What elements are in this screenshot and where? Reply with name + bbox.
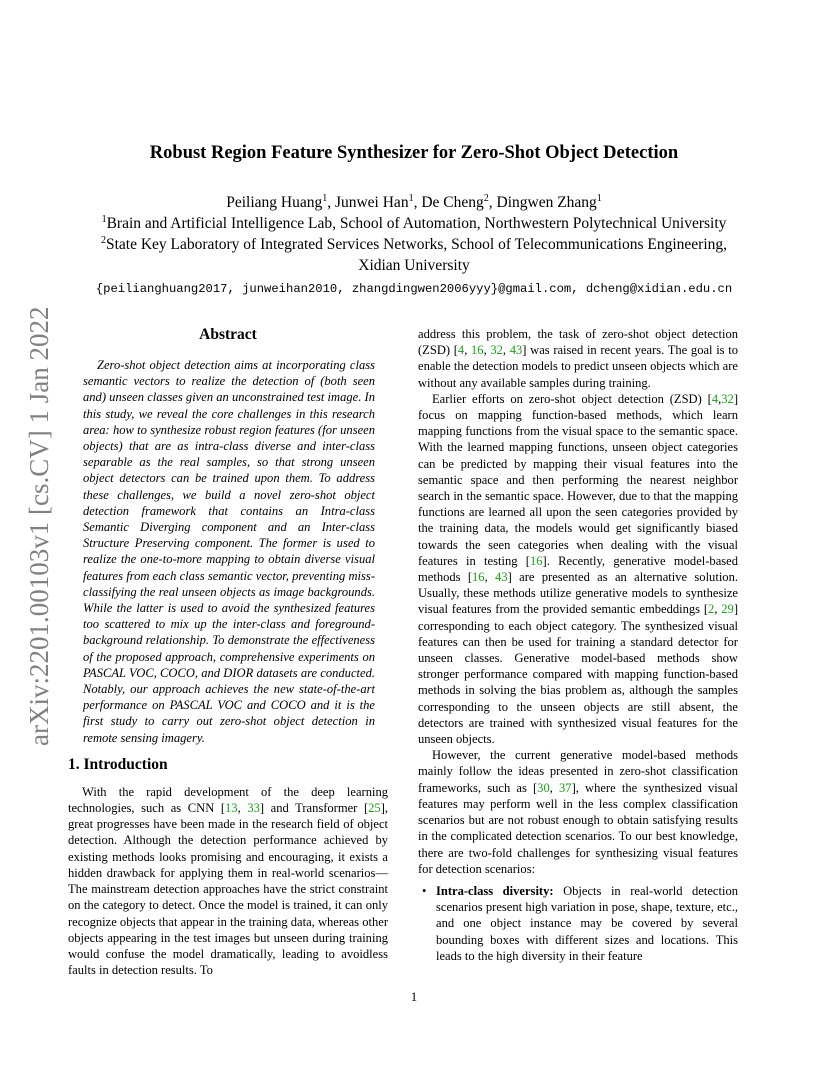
- citation-link[interactable]: 37: [559, 780, 572, 795]
- text-run: address this problem, the task of zero-shot object detection (ZSD) [: [418, 327, 738, 358]
- text-run: ,: [714, 602, 722, 617]
- text-run: ,: [484, 570, 496, 585]
- text-run: ] focus on mapping function-based methods, which learn mapping functions from the visual space to the semantic space. With the learned mapping functions, unseen object categories can be predicted by mapping their visual features into the semantic space and then performing the nearest neighbor search in the semantic space. However, due to that the mapping functions are learned all upon the seen categories provided by the training data, the models would get significantly biased towards the seen categories when dealing with the visual features in testing [: [418, 391, 738, 568]
- arxiv-stamp: arXiv:2201.00103v1 [cs.CV] 1 Jan 2022: [24, 306, 54, 746]
- citation-link[interactable]: 30: [537, 780, 550, 795]
- citation-link[interactable]: 43: [509, 343, 523, 358]
- text-run: ,: [464, 343, 472, 358]
- affiliation-text: State Key Laboratory of Integrated Services Networks, School of Telecommunications Engineering,: [105, 236, 728, 253]
- author-emails: {peilianghuang2017, junweihan2010, zhangdingwen2006yyy}@gmail.com, dcheng@xidian.edu.cn: [95, 282, 733, 296]
- text-run: ], great progresses have been made in the research field of object detection. Although the detection performance achieved by existing methods looks promising and encouraging, it exists a hidden drawback for applying them in real-world scenarios—The mainstream detection approaches have the strict constraint on the category to detect. Once the model is trained, it can only recognize objects that appear in the training data, whereas other objects appearing in the test images but unseen during training would confuse the model dramatically, leading to avoidless faults in detection results. To: [68, 801, 389, 978]
- text-run: ,: [483, 343, 491, 358]
- paragraph-however: [418, 747, 738, 877]
- text-run: ] was raised in recent years. The goal is to enable the detection models to predict unseen objects which are without any available samples during training.: [418, 343, 738, 390]
- text-run: ,: [502, 343, 510, 358]
- citation-link[interactable]: 4: [457, 343, 465, 358]
- intro-paragraph: [68, 784, 388, 978]
- text-run: Earlier efforts on zero-shot object detection (ZSD) [: [432, 391, 712, 406]
- author-name: Peiliang Huang: [226, 194, 323, 211]
- text-run: ] are presented as an alternative solution. Usually, these methods utilize generative models to synthesize visual features from the provided semantic embeddings [: [418, 570, 738, 617]
- text-run: ] corresponding to each object category. The synthesized visual features can then be used for training a standard detector for unseen classes. Generative model-based methods show stronger performance compared with mapping function-based methods in solving the bias problem as, although the samples corresponding to the unseen objects are still absent, the detectors are trained with synthesized visual features for the unseen objects.: [418, 602, 739, 747]
- citation-link[interactable]: 43: [495, 570, 508, 585]
- paper-title: Robust Region Feature Synthesizer for Zero-Shot Object Detection: [149, 143, 679, 163]
- author-list: Peiliang Huang$^1$, Junwei Han$^1$, De Cheng$^2$, Dingwen Zhang$^1$: [226, 192, 602, 211]
- abstract-heading: Abstract: [199, 326, 257, 343]
- challenge-list: [418, 883, 738, 964]
- text-run: ,: [549, 780, 560, 795]
- affiliation-mark: 1: [101, 213, 107, 225]
- right-column: [418, 326, 738, 964]
- bullet-icon: •: [422, 883, 427, 898]
- affiliation-mark: 2: [100, 234, 106, 246]
- affiliation-2-cont: Xidian University: [358, 257, 470, 274]
- citation-link[interactable]: 16: [471, 343, 484, 358]
- text-run: ,: [718, 391, 722, 406]
- abstract-text: Zero-shot object detection aims at incorporating class semantic vectors to realize the detection of (both seen and) unseen classes given an unconstrained test image. In this study, we reveal the core challenges in this research area: how to synthesize robust region features (for unseen objects) that are as intra-class diverse and inter-class separable as the real samples, so that strong unseen object detectors can be trained upon them. To address these challenges, we build a novel zero-shot object detection framework that contains an Intra-class Semantic Diverging component and an Inter-class Structure Preserving component. The former is used to realize the one-to-more mapping to obtain diverse visual features from each class semantic vector, preventing miss-classifying the real unseen objects as image backgrounds. While the latter is used to avoid the synthesized features too scattered to mix up the inter-class and foreground-background relationship. To demonstrate the effectiveness of the proposed approach, comprehensive experiments on PASCAL VOC, COCO, and DIOR datasets are conducted. Notably, our approach achieves the new state-of-the-art performance on PASCAL VOC and COCO and it is the first study to carry out zero-shot object detection in remote sensing imagery.: [83, 358, 375, 745]
- affiliation-mark: 1: [322, 192, 328, 204]
- author-name: Dingwen Zhang: [496, 194, 597, 211]
- author-name: De Cheng: [421, 194, 484, 211]
- citation-link[interactable]: 16: [529, 553, 543, 568]
- text-run: With the rapid development of the deep learning technologies, such as CNN [: [68, 784, 388, 816]
- citation-link[interactable]: 13: [225, 801, 238, 816]
- paragraph-zsd: [418, 326, 738, 391]
- affiliation-1: [40, 213, 788, 234]
- section-heading-introduction: 1. Introduction: [68, 755, 168, 773]
- affiliation-mark: 1: [596, 192, 602, 204]
- author-block: [40, 192, 788, 300]
- page-number: 1: [410, 990, 418, 1004]
- author-name: Junwei Han: [334, 194, 409, 211]
- text-run: ], where the synthesized visual features may perform well in the less complex classification scenarios but are not robust enough to obtain satisfying results in the complicated detection scenarios. To our best knowledge, there are two-fold challenges for synthesizing visual features for detection scenarios:: [418, 780, 738, 876]
- text-run: ]. Recently, generative model-based methods [: [418, 553, 738, 585]
- text-run: ] and Transformer [: [259, 801, 369, 816]
- citation-link[interactable]: 32: [490, 343, 503, 358]
- affiliation-2: [40, 234, 788, 255]
- citation-link[interactable]: 16: [472, 570, 485, 585]
- affiliation-mark: 1: [408, 192, 414, 204]
- left-column: [68, 326, 388, 978]
- citation-link[interactable]: 29: [721, 602, 734, 617]
- citation-link[interactable]: 32: [721, 391, 734, 406]
- bullet-label: Intra-class diversity:: [436, 883, 554, 898]
- citation-link[interactable]: 2: [708, 602, 715, 617]
- list-item: [420, 883, 738, 964]
- citation-link[interactable]: 25: [368, 801, 381, 816]
- citation-link[interactable]: 4: [711, 391, 719, 406]
- affiliation-text: Brain and Artificial Intelligence Lab, School of Automation, Northwestern Polytechnical University: [106, 215, 727, 232]
- bullet-text: Objects in real-world detection scenarios present high variation in pose, shape, texture, etc., and one object instance may be covered by several bounding boxes with different sizes and locations. This leads to the high diversity in their feature: [436, 883, 738, 963]
- citation-link[interactable]: 33: [247, 801, 260, 816]
- text-run: ,: [237, 801, 248, 816]
- text-run: However, the current generative model-based methods mainly follow the ideas presented in zero-shot classification frameworks, such as [: [418, 748, 738, 795]
- paragraph-earlier-efforts: [418, 391, 738, 747]
- affiliation-mark: 2: [483, 192, 489, 204]
